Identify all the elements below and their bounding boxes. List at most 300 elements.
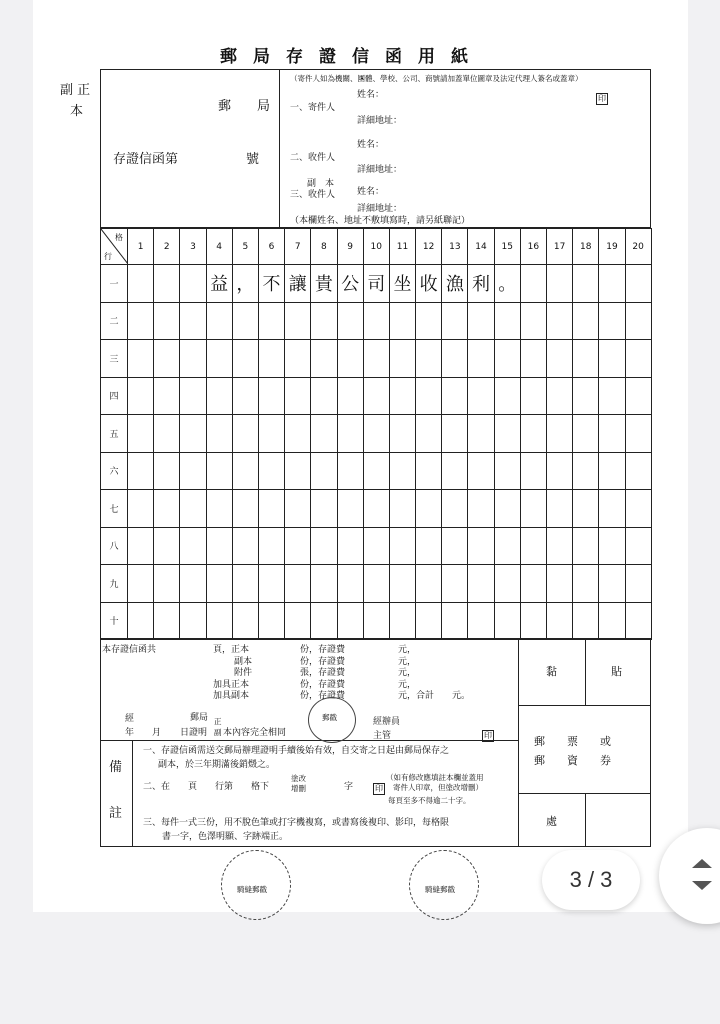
row-number: 五 <box>101 415 128 453</box>
grid-row <box>101 302 652 340</box>
grid-cell <box>258 377 284 415</box>
cert-label-4: 日證明 <box>180 728 208 738</box>
grid-cell <box>154 452 180 490</box>
grid-cell <box>416 377 442 415</box>
grid-cell <box>599 265 625 303</box>
grid-cell <box>285 490 311 528</box>
grid-cell <box>258 415 284 453</box>
grid-cell <box>520 415 546 453</box>
grid-row <box>101 415 652 453</box>
cert-label-6: 副 <box>214 728 222 737</box>
grid-cell <box>180 602 206 640</box>
column-number: 13 <box>442 229 468 265</box>
grid-cell <box>442 452 468 490</box>
grid-cell <box>258 490 284 528</box>
page-indicator: 3 / 3 <box>542 850 640 910</box>
grid-cell <box>468 340 494 378</box>
grid-cell <box>520 377 546 415</box>
grid-cell <box>363 490 389 528</box>
grid-cell <box>311 490 337 528</box>
grid-row <box>101 452 652 490</box>
grid-row <box>101 265 652 303</box>
grid-row <box>101 527 652 565</box>
row-number: 十 <box>101 602 128 640</box>
grid-cell <box>285 452 311 490</box>
grid-cell <box>363 527 389 565</box>
grid-cell <box>232 490 258 528</box>
grid-cell <box>311 527 337 565</box>
grid-cell <box>311 602 337 640</box>
grid-cell <box>232 565 258 603</box>
grid-cell <box>599 565 625 603</box>
remark-2g: 每頁至多不得逾二十字。 <box>388 796 471 805</box>
remark-2a: 二、在 頁 行第 格下 <box>143 782 270 792</box>
seam-stamp-1: 騎縫郵戳 <box>237 885 267 894</box>
grid-cell <box>547 565 573 603</box>
grid-cell <box>363 415 389 453</box>
grid-cell <box>416 340 442 378</box>
grid-cell <box>337 452 363 490</box>
form-title: 郵局存證信函用紙 <box>220 47 484 67</box>
grid-cell <box>389 527 415 565</box>
grid-cell <box>206 565 232 603</box>
grid-cell <box>389 565 415 603</box>
column-number: 10 <box>363 229 389 265</box>
cert-label-3: 郵局 <box>190 713 209 723</box>
grid-cell <box>128 452 154 490</box>
grid-cell: 益 <box>206 265 232 303</box>
grid-cell <box>416 452 442 490</box>
grid-cell: 司 <box>363 265 389 303</box>
remark-1b: 副本，於三年期滿後銷燬之。 <box>158 760 276 770</box>
grid-cell <box>573 340 599 378</box>
row-number: 三 <box>101 340 128 378</box>
handler-seal: 印 <box>484 731 492 740</box>
grid-cell <box>625 265 651 303</box>
grid-cell <box>128 265 154 303</box>
grid-cell <box>468 602 494 640</box>
sender-address-label: 詳細地址： <box>357 116 403 126</box>
column-number: 14 <box>468 229 494 265</box>
cc-name-label: 姓名： <box>357 187 385 197</box>
corner-top-label: 格 <box>115 233 123 242</box>
grid-cell <box>154 527 180 565</box>
grid-cell: 讓 <box>285 265 311 303</box>
grid-cell <box>494 565 520 603</box>
grid-cell <box>442 527 468 565</box>
grid-cell <box>520 265 546 303</box>
grid-cell <box>311 452 337 490</box>
grid-cell <box>573 377 599 415</box>
grid-cell <box>180 340 206 378</box>
grid-cell <box>442 377 468 415</box>
fee-line-fee: 份，存證費 <box>300 656 346 667</box>
row-number: 一 <box>101 265 128 303</box>
remark-2b: 塗改 <box>291 774 306 783</box>
grid-cell <box>547 602 573 640</box>
grid-cell <box>232 602 258 640</box>
paste-label-2: 貼 <box>611 665 622 678</box>
grid-cell <box>416 490 442 528</box>
grid-cell <box>232 302 258 340</box>
grid-cell <box>389 340 415 378</box>
grid-cell <box>547 415 573 453</box>
grid-cell <box>520 602 546 640</box>
fee-line-item: 副本 <box>234 656 253 667</box>
fee-line-amount: 元， <box>398 679 417 690</box>
grid-cell <box>599 340 625 378</box>
grid-cell <box>494 415 520 453</box>
grid-cell <box>468 415 494 453</box>
grid-cell <box>337 527 363 565</box>
row-number: 九 <box>101 565 128 603</box>
column-number: 19 <box>599 229 625 265</box>
grid-cell <box>180 302 206 340</box>
grid-cell <box>128 490 154 528</box>
grid-cell <box>337 490 363 528</box>
grid-cell <box>232 527 258 565</box>
fee-line-amount: 元， <box>398 668 417 678</box>
letter-number-suffix: 號 <box>246 152 260 167</box>
grid-cell <box>389 377 415 415</box>
grid-cell <box>337 377 363 415</box>
grid-cell <box>180 377 206 415</box>
grid-cell <box>625 452 651 490</box>
row-number: 七 <box>101 490 128 528</box>
grid-cell <box>154 602 180 640</box>
cert-label-7: 本內容完全相同 <box>223 728 287 738</box>
column-number: 5 <box>232 229 258 265</box>
remarks-label-2: 註 <box>109 806 123 821</box>
grid-cell <box>416 302 442 340</box>
grid-cell <box>442 602 468 640</box>
grid-cell <box>337 602 363 640</box>
grid-cell <box>311 377 337 415</box>
grid-cell <box>363 302 389 340</box>
grid-row <box>101 565 652 603</box>
fee-line-item: 頁，正本 <box>213 645 250 655</box>
grid-cell <box>180 415 206 453</box>
column-number: 6 <box>258 229 284 265</box>
grid-cell <box>154 377 180 415</box>
grid-cell <box>416 565 442 603</box>
grid-cell <box>258 565 284 603</box>
grid-cell <box>128 377 154 415</box>
grid-cell <box>625 527 651 565</box>
grid-cell <box>337 415 363 453</box>
column-number: 3 <box>180 229 206 265</box>
row-number: 二 <box>101 302 128 340</box>
grid-cell <box>547 340 573 378</box>
sender-name-label: 姓名： <box>357 90 385 100</box>
grid-cell <box>258 340 284 378</box>
cert-label-2: 年 月 <box>125 728 162 738</box>
grid-cell <box>389 602 415 640</box>
column-number: 18 <box>573 229 599 265</box>
corner-bottom-label: 行 <box>104 252 112 261</box>
fee-line-amount: 元， <box>398 656 417 667</box>
remark-2d: 字 <box>344 782 354 792</box>
grid-cell <box>206 490 232 528</box>
remark-2f: 寄件人印章，但塗改增刪） <box>393 783 483 792</box>
grid-cell: 不 <box>258 265 284 303</box>
grid-cell <box>285 527 311 565</box>
grid-cell <box>363 565 389 603</box>
remark-3b: 書一字，色澤明顯、字跡端正。 <box>162 832 289 842</box>
column-number: 9 <box>337 229 363 265</box>
sender-label: 一、寄件人 <box>290 103 336 113</box>
grid-cell <box>573 527 599 565</box>
column-number: 1 <box>128 229 154 265</box>
grid-row <box>101 377 652 415</box>
grid-cell <box>625 490 651 528</box>
grid-cell <box>625 377 651 415</box>
fee-line-item: 加具正本 <box>213 679 250 690</box>
grid-cell <box>625 602 651 640</box>
recipient-name-label: 姓名： <box>357 140 385 150</box>
column-number: 7 <box>285 229 311 265</box>
grid-cell <box>258 527 284 565</box>
grid-cell <box>625 565 651 603</box>
grid-cell <box>494 527 520 565</box>
postmark-label: 郵戳 <box>322 713 337 722</box>
grid-cell <box>573 490 599 528</box>
grid-cell <box>206 452 232 490</box>
column-number: 20 <box>625 229 651 265</box>
grid-cell <box>128 602 154 640</box>
column-number: 15 <box>494 229 520 265</box>
fee-line-fee: 份，存證費 <box>300 645 346 655</box>
fee-line-item: 附件 <box>234 668 253 678</box>
grid-cell <box>468 565 494 603</box>
grid-cell <box>154 565 180 603</box>
grid-cell <box>520 527 546 565</box>
grid-cell <box>180 565 206 603</box>
grid-cell <box>337 302 363 340</box>
grid-cell <box>573 565 599 603</box>
remark-3a: 三、每件一式三份，用不脫色筆或打字機複寫，或書寫後複印、影印，每格限 <box>143 818 450 828</box>
grid-cell <box>468 452 494 490</box>
grid-cell <box>180 265 206 303</box>
grid-cell <box>206 527 232 565</box>
grid-cell <box>389 490 415 528</box>
grid-cell <box>625 302 651 340</box>
grid-cell: 漁 <box>442 265 468 303</box>
row-number: 四 <box>101 377 128 415</box>
post-office-label: 郵 局 <box>218 99 271 114</box>
cc-label-bottom: 三、收件人 <box>290 190 336 200</box>
grid-cell <box>625 415 651 453</box>
grid-cell <box>363 602 389 640</box>
grid-cell <box>206 340 232 378</box>
fee-line-fee: 張，存證費 <box>300 668 346 678</box>
grid-cell <box>520 302 546 340</box>
grid-cell <box>468 527 494 565</box>
grid-cell <box>232 452 258 490</box>
grid-cell <box>599 415 625 453</box>
grid-cell <box>258 452 284 490</box>
grid-cell <box>573 415 599 453</box>
grid-cell <box>494 377 520 415</box>
grid-cell <box>285 415 311 453</box>
scroll-arrows-icon <box>659 828 720 924</box>
grid-cell <box>285 377 311 415</box>
grid-cell <box>206 302 232 340</box>
remark-seal: 印 <box>375 784 383 793</box>
grid-row <box>101 602 652 640</box>
stamp-label-1: 郵 票 或 <box>534 735 611 748</box>
grid-cell: 利 <box>468 265 494 303</box>
letter-number-prefix: 存證信函第 <box>113 152 179 167</box>
place-label: 處 <box>546 815 557 828</box>
grid-cell <box>311 340 337 378</box>
grid-cell <box>494 452 520 490</box>
grid-cell <box>599 602 625 640</box>
fee-line-fee: 份，存證費 <box>300 679 346 690</box>
grid-cell <box>311 302 337 340</box>
paste-label-1: 黏 <box>546 665 557 678</box>
grid-cell <box>599 490 625 528</box>
column-number: 12 <box>416 229 442 265</box>
cc-address-label: 詳細地址： <box>357 204 403 214</box>
cc-label-top: 副 本 <box>307 179 335 189</box>
letter-grid <box>100 228 652 640</box>
remark-2e: （如有修改應填註本欄並蓋用 <box>386 773 484 782</box>
grid-cell <box>363 377 389 415</box>
grid-cell <box>337 565 363 603</box>
column-number: 2 <box>154 229 180 265</box>
column-number: 11 <box>389 229 415 265</box>
grid-cell <box>547 527 573 565</box>
grid-cell <box>547 490 573 528</box>
grid-cell: ， <box>232 265 258 303</box>
header-bottom-note: （本欄姓名、地址不敷填寫時，請另紙聯記） <box>290 216 471 226</box>
grid-cell <box>416 527 442 565</box>
sender-note: （寄件人如為機關、團體、學校、公司、商號請加蓋單位圖章及法定代理人簽名或蓋章） <box>290 74 583 83</box>
stamp-label-2: 郵 資 券 <box>534 754 611 767</box>
recipient-address-label: 詳細地址： <box>357 165 403 175</box>
grid-cell <box>573 265 599 303</box>
grid-cell <box>154 265 180 303</box>
grid-cell <box>232 377 258 415</box>
fee-line-amount: 元， <box>398 645 417 655</box>
row-number: 六 <box>101 452 128 490</box>
grid-cell <box>180 527 206 565</box>
grid-cell <box>547 265 573 303</box>
grid-cell <box>154 302 180 340</box>
remark-2c: 增刪 <box>291 784 306 793</box>
grid-cell <box>389 415 415 453</box>
grid-cell <box>625 340 651 378</box>
seam-stamp-2: 騎縫郵戳 <box>425 885 455 894</box>
grid-cell <box>258 602 284 640</box>
grid-cell: 坐 <box>389 265 415 303</box>
grid-row <box>101 490 652 528</box>
grid-cell <box>389 302 415 340</box>
column-number: 8 <box>311 229 337 265</box>
column-number: 4 <box>206 229 232 265</box>
sender-seal: 印 <box>598 94 606 103</box>
column-number: 17 <box>547 229 573 265</box>
cert-label-5: 正 <box>214 717 222 726</box>
recipient-label: 二、收件人 <box>290 153 336 163</box>
grid-cell <box>599 452 625 490</box>
grid-cell <box>232 415 258 453</box>
grid-cell <box>154 415 180 453</box>
grid-cell <box>128 340 154 378</box>
grid-cell <box>311 565 337 603</box>
fees-intro: 本存證信函共 <box>102 645 157 655</box>
grid-cell <box>573 302 599 340</box>
grid-cell <box>285 602 311 640</box>
grid-cell <box>520 452 546 490</box>
grid-cell <box>573 452 599 490</box>
grid-cell <box>442 415 468 453</box>
grid-cell: 貴 <box>311 265 337 303</box>
grid-cell <box>154 340 180 378</box>
fast-scroll-handle[interactable] <box>659 828 720 924</box>
grid-cell <box>206 602 232 640</box>
grid-cell <box>128 565 154 603</box>
grid-cell <box>494 490 520 528</box>
fee-line-amount: 元，合計 元。 <box>398 691 471 701</box>
grid-cell <box>599 377 625 415</box>
grid-cell <box>442 490 468 528</box>
grid-cell <box>128 302 154 340</box>
column-number: 16 <box>520 229 546 265</box>
grid-cell <box>442 565 468 603</box>
remarks-label-1: 備 <box>109 760 123 775</box>
grid-cell <box>180 490 206 528</box>
grid-cell <box>468 490 494 528</box>
grid-cell <box>337 340 363 378</box>
handler-label: 經辦員 <box>373 717 401 727</box>
grid-cell <box>285 565 311 603</box>
grid-cell <box>180 452 206 490</box>
grid-cell <box>232 340 258 378</box>
grid-cell: 收 <box>416 265 442 303</box>
grid-cell <box>547 452 573 490</box>
grid-cell <box>547 377 573 415</box>
grid-cell <box>573 602 599 640</box>
grid-cell <box>599 527 625 565</box>
grid-cell: 。 <box>494 265 520 303</box>
grid-cell <box>547 302 573 340</box>
grid-cell <box>128 527 154 565</box>
grid-cell <box>520 340 546 378</box>
grid-corner <box>101 229 128 265</box>
grid-row <box>101 340 652 378</box>
grid-cell <box>363 340 389 378</box>
grid-cell <box>206 415 232 453</box>
grid-cell <box>311 415 337 453</box>
grid-cell <box>416 602 442 640</box>
grid-cell <box>468 377 494 415</box>
grid-cell <box>285 302 311 340</box>
copy-type-label: 副 正 本 <box>60 83 91 119</box>
row-number: 八 <box>101 527 128 565</box>
grid-cell <box>389 452 415 490</box>
grid-cell <box>416 415 442 453</box>
grid-cell <box>285 340 311 378</box>
grid-cell: 公 <box>337 265 363 303</box>
grid-cell <box>494 340 520 378</box>
grid-cell <box>520 490 546 528</box>
grid-cell <box>468 302 494 340</box>
remark-1a: 一、存證信函需送交郵局辦理證明手續後始有效，自交寄之日起由郵局保存之 <box>143 746 450 756</box>
grid-cell <box>442 340 468 378</box>
fee-line-item: 加具副本 <box>213 691 250 701</box>
